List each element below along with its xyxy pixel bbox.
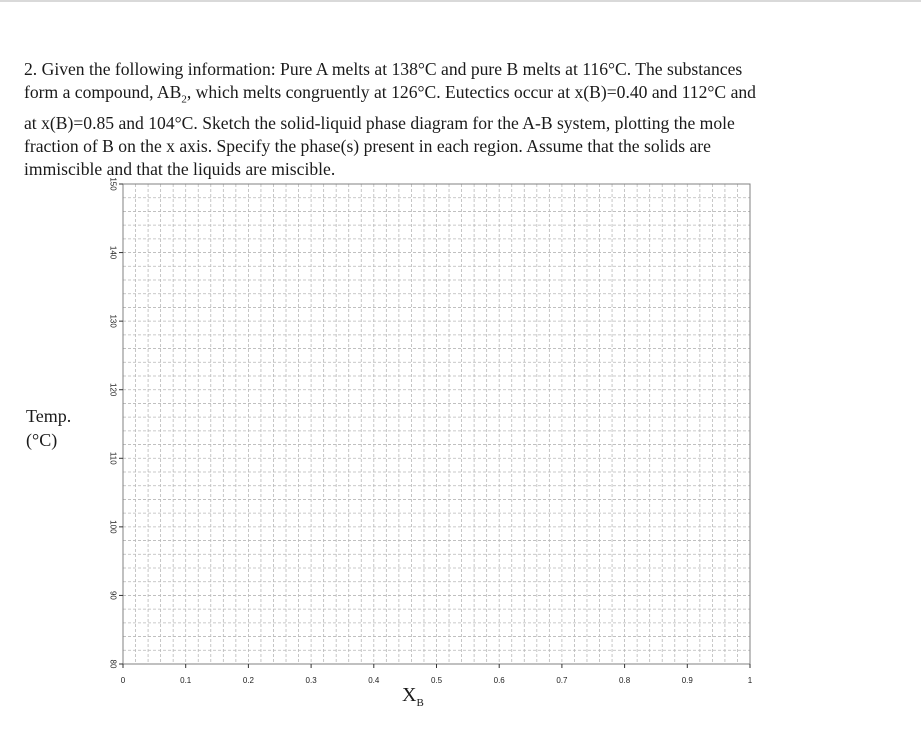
x-tick-label: 0.3 xyxy=(305,676,317,685)
question-number: 2. xyxy=(24,59,38,79)
x-tick-label: 0.8 xyxy=(619,676,631,685)
question-line-1: 2. Given the following information: Pure A melts at 138°C and pure B melts at 116°C. The substances xyxy=(24,59,743,79)
subscript-2: 2 xyxy=(181,93,187,106)
y-tick-label: 100 xyxy=(108,520,118,534)
x-tick-label: 0.7 xyxy=(556,676,568,685)
question-line-2: form a compound, $AB_2$, which melts congruently at 126°C. Eutectics occur at x(B)=0.40 and 112°C and xyxy=(24,82,756,106)
y-tick-label: 110 xyxy=(108,451,118,465)
y-tick-label: 150 xyxy=(108,177,118,191)
question-line-4: fraction of B on the x axis. Specify the phase(s) present in each region. Assume that the solids are xyxy=(24,135,711,156)
y-axis-label: Temp. (°C) xyxy=(26,406,72,450)
x-tick-label: 1 xyxy=(747,676,753,685)
y-tick-label: 90 xyxy=(108,590,118,600)
x-tick-label: 0.5 xyxy=(430,676,443,685)
x-tick-label: 0 xyxy=(120,676,126,685)
y-tick-label: 140 xyxy=(108,245,118,260)
y-tick-label: 80 xyxy=(108,659,118,669)
x-tick-label: 0.1 xyxy=(180,676,192,685)
x-tick-label: 0.9 xyxy=(681,676,693,685)
y-tick-label: 120 xyxy=(108,383,118,397)
x-tick-label: 0.2 xyxy=(242,676,254,685)
question-line-3: at x(B)=0.85 and 104°C. Sketch the solid-liquid phase diagram for the A-B system, plotting the mole xyxy=(24,112,735,133)
x-tick-label: 0.4 xyxy=(368,676,380,685)
x-axis-label: $X_B$ xyxy=(402,684,424,709)
x-tick-label: 0.6 xyxy=(493,676,505,685)
y-tick-label: 130 xyxy=(108,314,118,328)
question-line-5: immiscible and that the liquids are miscible. xyxy=(24,158,336,179)
